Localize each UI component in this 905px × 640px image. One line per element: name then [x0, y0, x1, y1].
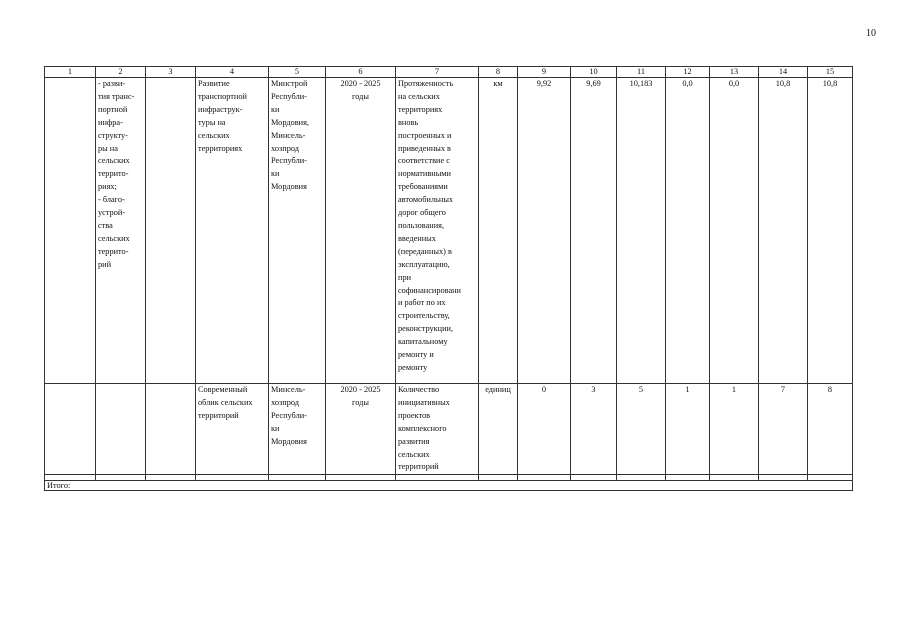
table-cell	[96, 384, 146, 475]
table-cell-value: 0,0	[666, 78, 710, 384]
table-cell-executor: Минсель- хозпрод Республи- ки Мордовия	[269, 384, 326, 475]
table-cell-period: 2020 - 2025 годы	[326, 384, 396, 475]
table-cell	[45, 384, 96, 475]
table-cell-value: 5	[617, 384, 666, 475]
table-cell-executor: Минстрой Республи- ки Мордовия, Минсель- хозпрод Республи- ки Мордовия	[269, 78, 326, 384]
table-cell-value: 9,69	[571, 78, 617, 384]
page-number: 10	[866, 28, 876, 39]
table-header-row	[45, 67, 853, 78]
table-row	[45, 384, 853, 475]
column-number: 4	[196, 67, 269, 78]
table-cell-value: 10,8	[759, 78, 808, 384]
column-number: 12	[666, 67, 710, 78]
table-cell-indicator: Протяженность на сельских территориях вновь построенных и приведенных в соответствие с нормативными требованиями автомобильных дорог общего пользования, введенных (переданных) в эксплуатацию, при софинансировани и работ по их строительству, реконструкции, капитальному ремонту и ремонту	[396, 78, 479, 384]
table-cell	[146, 78, 196, 384]
total-label: Итого:	[45, 481, 853, 491]
table-cell-value: 9,92	[518, 78, 571, 384]
program-table	[44, 66, 853, 491]
column-number: 3	[146, 67, 196, 78]
column-number: 10	[571, 67, 617, 78]
table-cell-indicator: Количество инициативных проектов комплексного развития сельских территорий	[396, 384, 479, 475]
table-cell-value: 10,8	[808, 78, 853, 384]
table-cell-unit: км	[479, 78, 518, 384]
column-number: 9	[518, 67, 571, 78]
table-cell-direction: - разви- тия транс- портной инфра- структу- ры на сельских террито- риях; - благо- устрой- ства сельских террито- рий	[96, 78, 146, 384]
table-cell	[45, 78, 96, 384]
table-cell-value: 8	[808, 384, 853, 475]
column-number: 15	[808, 67, 853, 78]
table-cell-event: Развитие транспортной инфраструк- туры на сельских территориях	[196, 78, 269, 384]
table-cell-event: Современный облик сельских территорий	[196, 384, 269, 475]
table-cell-value: 3	[571, 384, 617, 475]
table-cell-value: 10,183	[617, 78, 666, 384]
table-row	[45, 78, 853, 384]
table-cell	[146, 384, 196, 475]
table-cell-period: 2020 - 2025 годы	[326, 78, 396, 384]
table-cell-value: 1	[666, 384, 710, 475]
table-cell-value: 0,0	[710, 78, 759, 384]
column-number: 14	[759, 67, 808, 78]
table-cell-value: 0	[518, 384, 571, 475]
column-number: 13	[710, 67, 759, 78]
column-number: 1	[45, 67, 96, 78]
table-cell-unit: единиц	[479, 384, 518, 475]
column-number: 7	[396, 67, 479, 78]
table-cell-value: 7	[759, 384, 808, 475]
column-number: 6	[326, 67, 396, 78]
column-number: 2	[96, 67, 146, 78]
column-number: 5	[269, 67, 326, 78]
column-number: 8	[479, 67, 518, 78]
column-number: 11	[617, 67, 666, 78]
table-cell-value: 1	[710, 384, 759, 475]
total-row	[45, 481, 853, 491]
